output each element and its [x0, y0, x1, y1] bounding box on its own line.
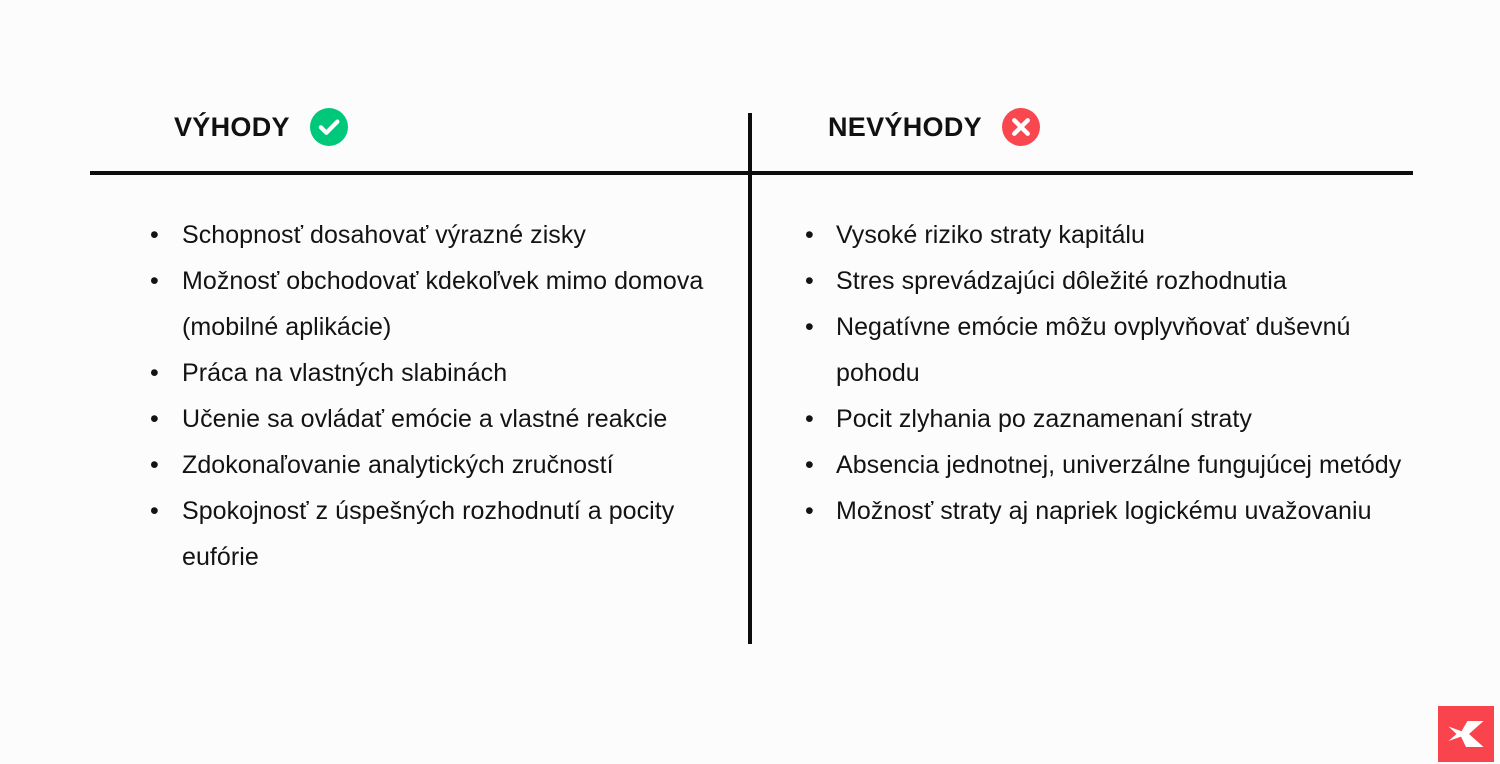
cons-item-label: Možnosť straty aj napriek logickému uvažovaniu — [836, 497, 1372, 525]
bullet-icon: • — [150, 451, 159, 479]
cons-item — [805, 488, 1420, 534]
pros-item — [150, 258, 720, 350]
cons-item — [805, 212, 1420, 258]
pros-title: VÝHODY — [174, 111, 290, 142]
cons-item — [805, 396, 1420, 442]
bullet-icon: • — [150, 497, 159, 525]
xtb-logo — [1438, 706, 1494, 762]
pros-item-label: Práca na vlastných slabinách — [182, 359, 508, 387]
bullet-icon: • — [805, 313, 814, 341]
pros-item — [150, 488, 720, 580]
cons-item — [805, 442, 1420, 488]
pros-item — [150, 442, 720, 488]
x-circle-icon — [1002, 108, 1040, 146]
bullet-icon: • — [805, 221, 814, 249]
cons-list — [805, 212, 1420, 534]
bullet-icon: • — [805, 405, 814, 433]
bullet-icon: • — [150, 405, 159, 433]
bullet-icon: • — [150, 359, 159, 387]
pros-column-header — [174, 104, 348, 150]
pros-list — [150, 212, 720, 580]
cons-item — [805, 258, 1420, 304]
check-circle-icon — [310, 108, 348, 146]
cons-item-label: Negatívne emócie môžu ovplyvňovať duševnú pohodu — [836, 313, 1351, 387]
cons-item-label: Stres sprevádzajúci dôležité rozhodnutia — [836, 267, 1287, 295]
bullet-icon: • — [805, 451, 814, 479]
cons-item-label: Pocit zlyhania po zaznamenaní straty — [836, 405, 1252, 433]
bullet-icon: • — [150, 221, 159, 249]
pros-item-label: Spokojnosť z úspešných rozhodnutí a pocity eufórie — [182, 497, 675, 571]
pros-item-label: Učenie sa ovládať emócie a vlastné reakcie — [182, 405, 668, 433]
pros-item-label: Schopnosť dosahovať výrazné zisky — [182, 221, 586, 249]
cons-item — [805, 304, 1420, 396]
pros-item-label: Možnosť obchodovať kdekoľvek mimo domova (mobilné aplikácie) — [182, 267, 704, 341]
pros-item-label: Zdokonaľovanie analytických zručností — [182, 451, 614, 479]
column-divider-vertical — [748, 113, 752, 644]
bullet-icon: • — [805, 267, 814, 295]
cons-item-label: Vysoké riziko straty kapitálu — [836, 221, 1145, 249]
pros-item — [150, 396, 720, 442]
bullet-icon: • — [150, 267, 159, 295]
cons-item-label: Absencia jednotnej, univerzálne fungujúcej metódy — [836, 451, 1402, 479]
bullet-icon: • — [805, 497, 814, 525]
cons-column-header — [828, 104, 1040, 150]
pros-item — [150, 350, 720, 396]
pros-item — [150, 212, 720, 258]
cons-title: NEVÝHODY — [828, 111, 982, 142]
